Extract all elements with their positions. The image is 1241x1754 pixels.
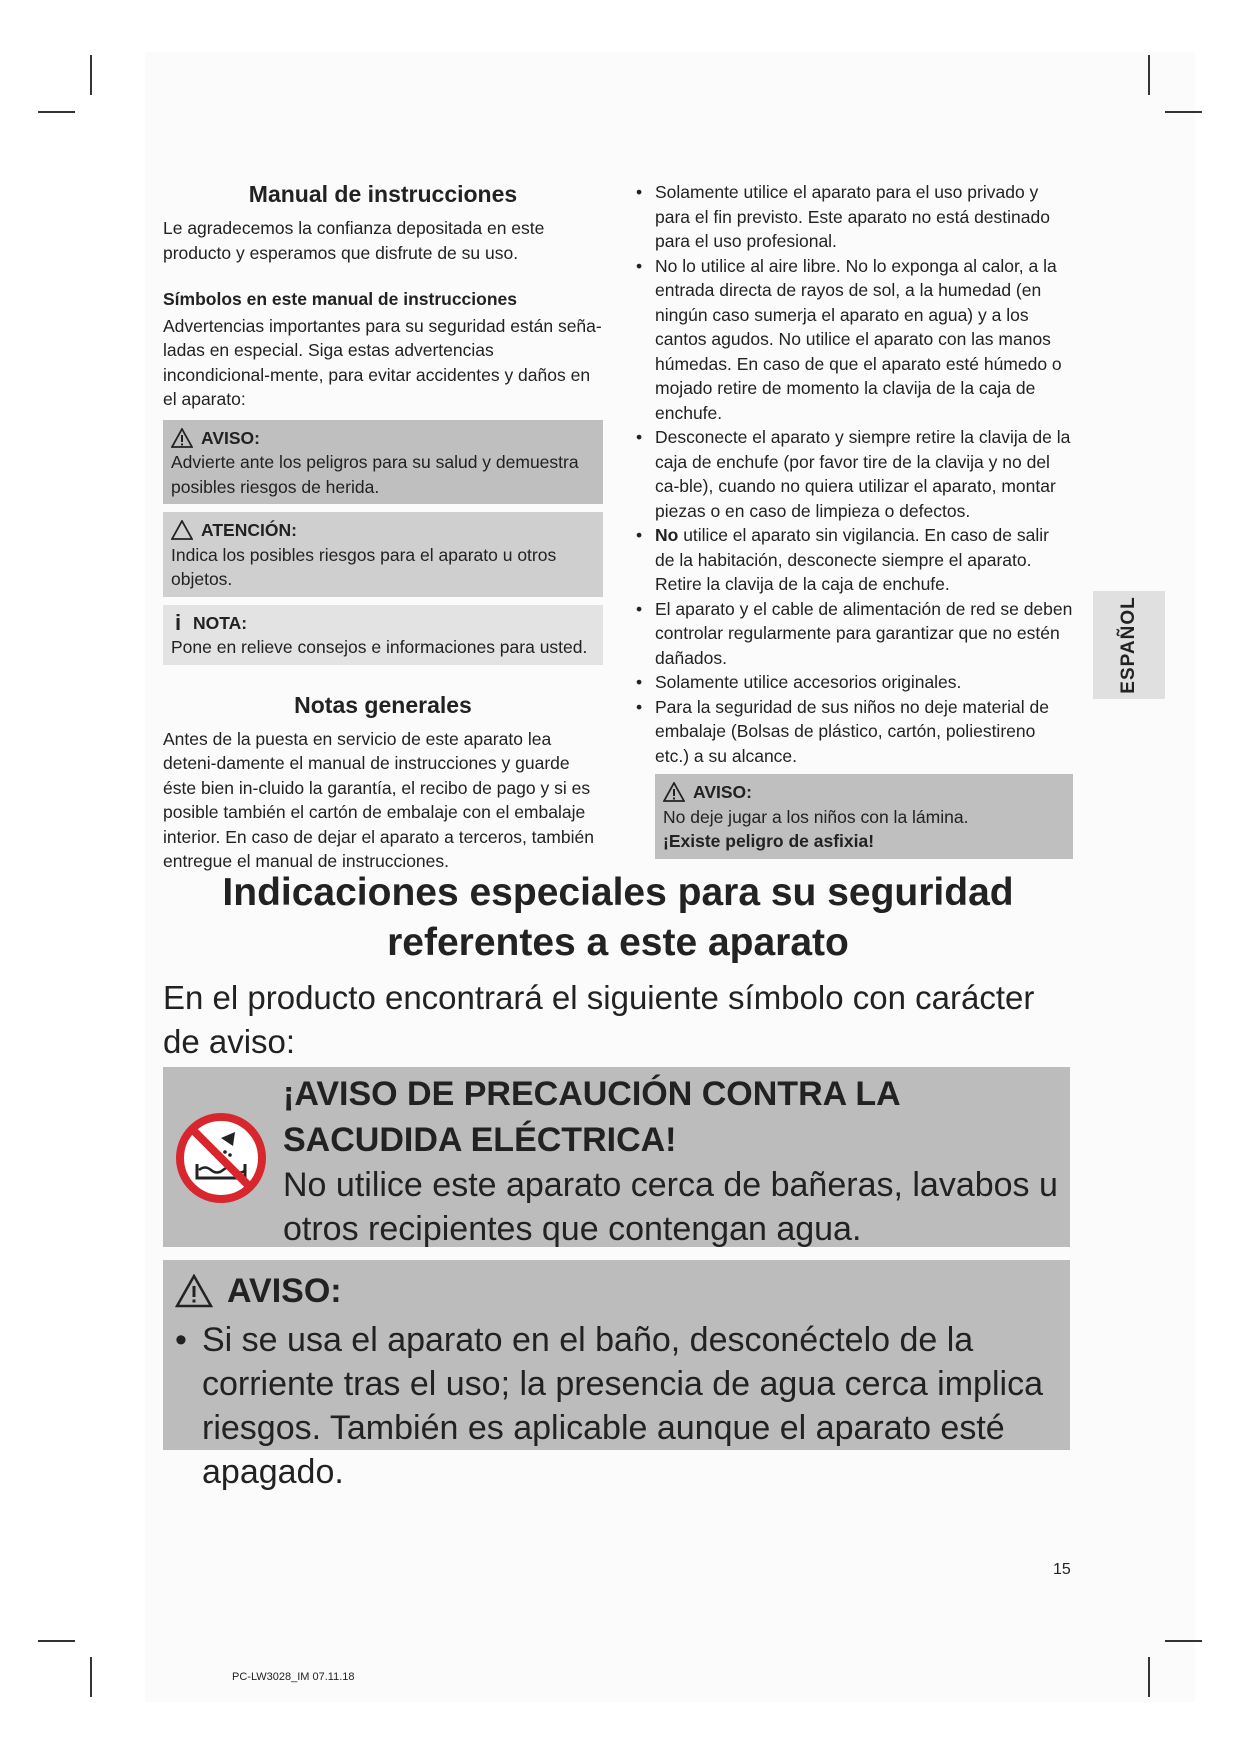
electric-shock-text <box>283 1071 1063 1251</box>
crop-mark <box>90 55 92 95</box>
symbol-intro: En el producto encontrará el siguiente símbolo con carácter de aviso: <box>163 979 1035 1060</box>
bathroom-warning-box <box>163 1260 1070 1491</box>
symbols-heading: Símbolos en este manual de instrucciones <box>163 289 517 309</box>
list-item: • Solamente utilice accesorios originales. <box>633 670 1073 695</box>
language-label: ESPAÑOL <box>1118 596 1139 694</box>
crop-mark <box>1165 1640 1202 1642</box>
child-aviso-title: AVISO: <box>693 782 752 802</box>
language-tab <box>1093 591 1165 699</box>
child-aviso-box <box>655 774 1073 859</box>
general-notes-text: Antes de la puesta en servicio de este aparato lea deteni-damente el manual de instrucciones y guarde éste bien in-cluido la garantía, el recibo de pago y si es posible también el cartón de embalaje con el embalaje interior. En caso de dejar el aparato a terceros, también entregue el manual de instrucciones. <box>163 728 594 871</box>
atencion-title: ATENCIÓN: <box>201 520 297 540</box>
safety-title-line2: referentes a este aparato <box>387 921 849 964</box>
safety-title-line1: Indicaciones especiales para su seguridad <box>222 871 1014 914</box>
electric-shock-heading: ¡AVISO DE PRECAUCIÓN CONTRA LA SACUDIDA ELÉCTRICA! <box>283 1075 900 1159</box>
bathroom-warning-title: AVISO: <box>227 1272 342 1310</box>
crop-mark <box>1148 55 1150 95</box>
nota-text: Pone en relieve consejos e informaciones para usted. <box>171 637 588 657</box>
electric-shock-box <box>163 1067 1070 1247</box>
aviso-box <box>163 420 603 505</box>
general-notes-title: Notas generales <box>294 691 472 718</box>
atencion-text: Indica los posibles riesgos para el aparato u otros objetos. <box>171 544 557 589</box>
nota-box <box>163 605 603 665</box>
crop-mark <box>1148 1657 1150 1697</box>
nota-title: NOTA: <box>193 612 248 633</box>
list-item: • No lo utilice al aire libre. No lo exponga al calor, a la entrada directa de rayos de sol, a la humedad (en ningún caso sumerja el aparato en agua) y a los cantos agudos. No utilice el aparato con las manos húmedas. En caso de que el aparato esté húmedo o mojado retire de momento la clavija de la caja de enchufe. <box>633 254 1073 426</box>
crop-mark <box>1165 111 1202 113</box>
list-item: • Desconecte el aparato y siempre retire la clavija de la caja de enchufe (por favor tire de la clavija y no del ca-ble), cuando no quiera utilizar el aparato, montar piezas o en caso de limpieza o defectos. <box>633 425 1073 523</box>
asphyxia-warning: ¡Existe peligro de asfixia! <box>663 831 875 851</box>
left-column <box>163 180 603 874</box>
atencion-box <box>163 512 603 597</box>
electric-shock-description: No utilice este aparato cerca de bañeras, lavabos u otros recipientes que contengan agua. <box>283 1166 1058 1248</box>
bullet-text: utilice el aparato sin vigilancia. En caso de salir de la habitación, desconecte siempre el aparato. Retire la clavija de la caja de enchufe. <box>655 525 1049 594</box>
crop-mark <box>38 1640 75 1642</box>
crop-mark <box>90 1657 92 1697</box>
intro-text: Le agradecemos la confianza depositada en este producto y esperamos que disfrute de su uso. <box>163 218 545 263</box>
manual-title: Manual de instrucciones <box>248 181 518 207</box>
crop-mark <box>38 111 75 113</box>
no-water-prohibition-icon <box>175 1112 267 1204</box>
list-item: • El aparato y el cable de alimentación de red se deben controlar regularmente para garantizar que no estén dañados. <box>633 597 1073 671</box>
warning-triangle-icon <box>171 520 193 540</box>
bold-no: No <box>655 525 679 545</box>
safety-bullet-list <box>633 180 1073 768</box>
warning-triangle-icon <box>175 1274 213 1308</box>
warning-triangle-icon <box>171 428 193 448</box>
warning-triangle-icon <box>663 782 685 802</box>
bathroom-warning-text: • Si se usa el aparato en el baño, desconéctelo de la corriente tras el uso; la presencia de agua cerca implica riesgos. También es aplicable aunque el aparato esté apagado. <box>175 1318 1087 1494</box>
list-item: • Para la seguridad de sus niños no deje material de embalaje (Bolsas de plástico, cartón, poliestireno etc.) a su alcance. <box>633 695 1073 769</box>
list-item: • Solamente utilice el aparato para el uso privado y para el fin previsto. Este aparato no está destinado para el uso profesional. <box>633 180 1073 254</box>
footer-code: PC-LW3028_IM 07.11.18 <box>232 1671 355 1683</box>
symbols-text: Advertencias importantes para su seguridad están seña-ladas en especial. Siga estas advertencias incondicional-mente, para evitar accidentes y daños en el aparato: <box>163 315 602 409</box>
page-number: 15 <box>1053 1561 1071 1578</box>
list-item <box>633 523 1073 597</box>
aviso-text: Advierte ante los peligros para su salud y demuestra posibles riesgos de herida. <box>171 452 579 497</box>
child-aviso-text: No deje jugar a los niños con la lámina. <box>663 806 969 827</box>
info-icon: i <box>174 609 182 635</box>
aviso-title: AVISO: <box>201 427 260 448</box>
safety-title <box>163 868 1073 968</box>
right-column <box>633 180 1073 859</box>
